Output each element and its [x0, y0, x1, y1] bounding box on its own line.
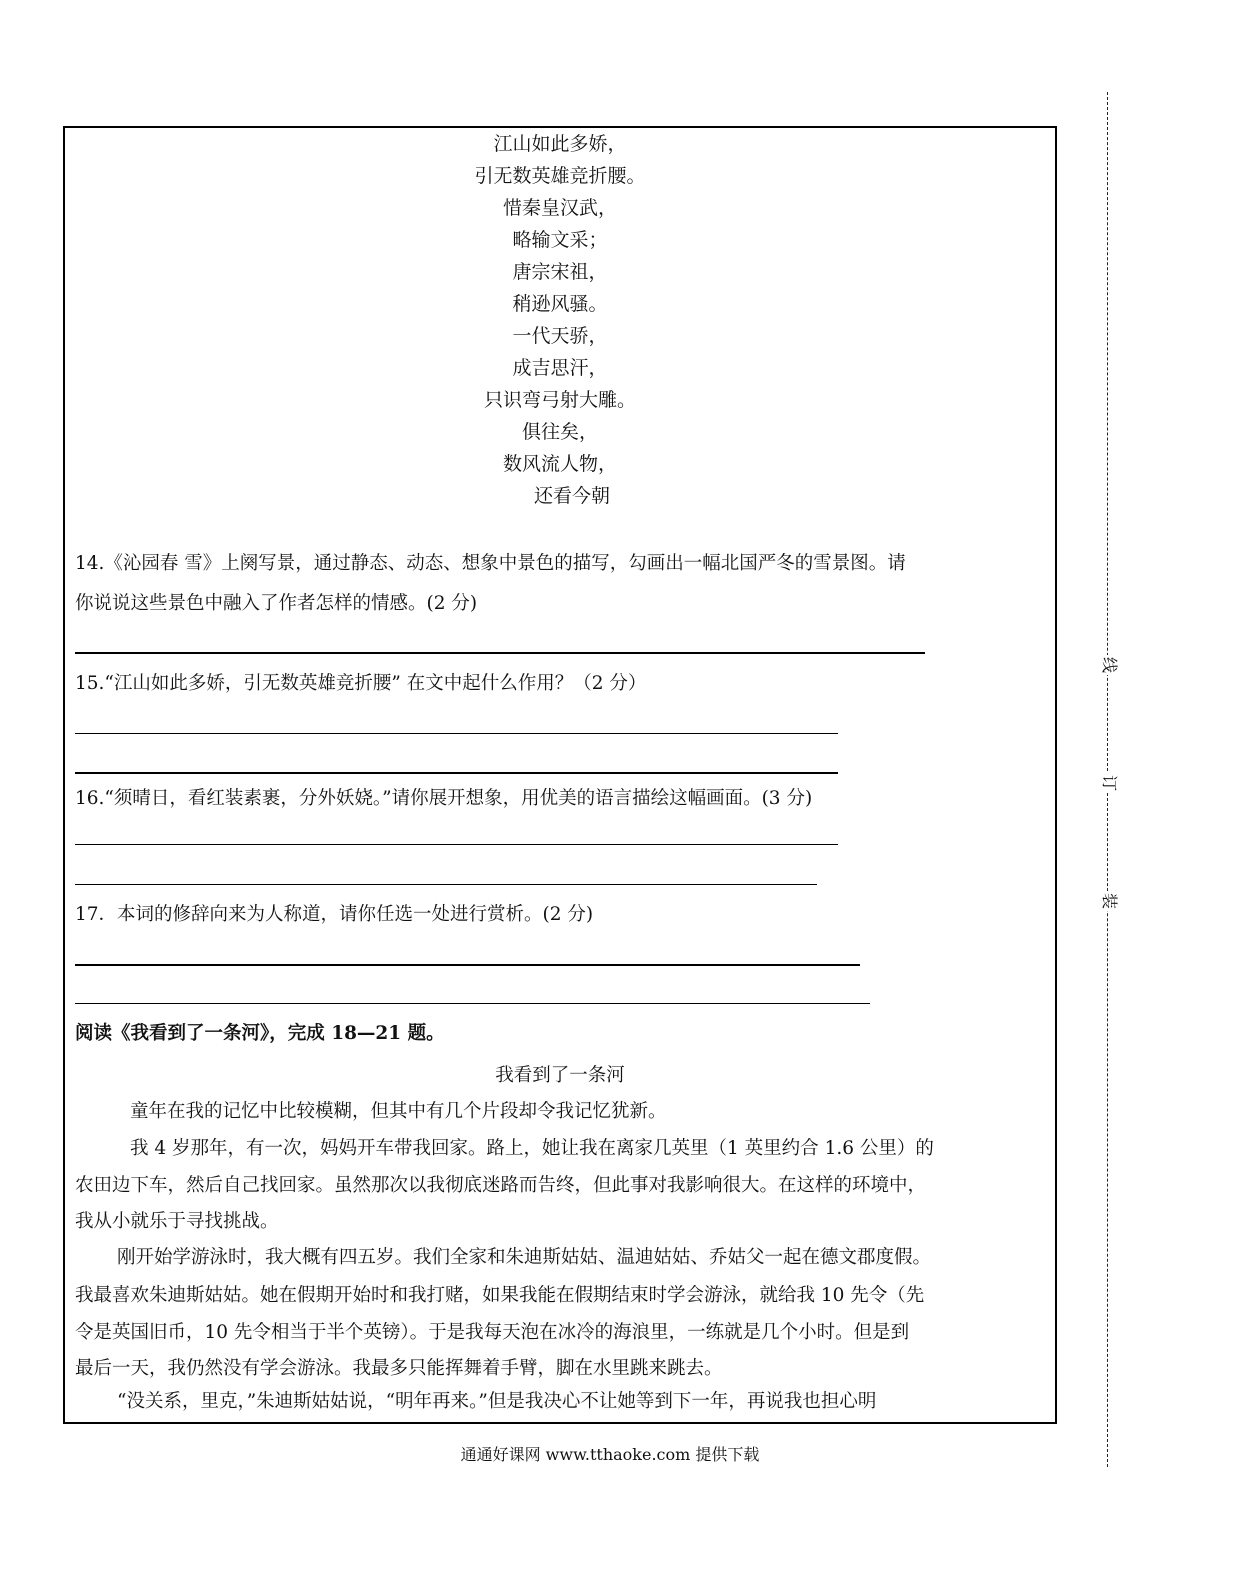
question-14-line-1: 14.《沁园春 雪》上阕写景，通过静态、动态、想象中景色的描写，勾画出一幅北国严冬的雪景图。请 — [75, 553, 906, 574]
footer-source: 通通好课网 www.tthaoke.com 提供下载 — [460, 1445, 760, 1464]
reading-heading: 阅读《我看到了一条河》，完成 18—21 题。 — [75, 1023, 445, 1044]
answer-line[interactable] — [75, 772, 838, 774]
question-14-line-2: 你说说这些景色中融入了作者怎样的情感。(2 分) — [75, 593, 478, 614]
question-17: 17．本词的修辞向来为人称道，请你任选一处进行赏析。(2 分) — [75, 904, 594, 925]
poem-line: 俱往矣， — [521, 421, 598, 443]
poem-line: 引无数英雄竞折腰。 — [474, 165, 646, 187]
passage-line: 我 4 岁那年，有一次，妈妈开车带我回家。路上，她让我在离家几英里（1 英里约合 1.6 公里）的 — [130, 1138, 934, 1159]
binding-mark-xian: 线 — [1097, 655, 1119, 675]
answer-line[interactable] — [75, 884, 817, 885]
poem-line: 惜秦皇汉武， — [502, 197, 617, 219]
poem-line: 数风流人物， — [502, 453, 617, 475]
poem-line: 略输文采； — [512, 229, 608, 251]
poem-line: 稍逊风骚。 — [512, 293, 608, 315]
answer-line[interactable] — [75, 652, 925, 654]
question-15: 15.“江山如此多娇，引无数英雄竞折腰” 在文中起什么作用？（2 分） — [75, 673, 647, 694]
answer-line[interactable] — [75, 1003, 870, 1004]
binding-mark-zhuang: 装 — [1097, 891, 1119, 911]
passage-line: 我最喜欢朱迪斯姑姑。她在假期开始时和我打赌，如果我能在假期结束时学会游泳，就给我 10 先令（先 — [75, 1285, 925, 1306]
passage-title: 我看到了一条河 — [495, 1065, 625, 1086]
poem-line: 唐宗宋祖， — [512, 261, 608, 283]
passage-line: 令是英国旧币，10 先令相当于半个英镑）。于是我每天泡在冰冷的海浪里，一练就是几个小时。但是到 — [75, 1322, 910, 1343]
passage-line: 童年在我的记忆中比较模糊，但其中有几个片段却令我记忆犹新。 — [130, 1101, 667, 1122]
question-16: 16.“须晴日，看红装素裹，分外妖娆。”请你展开想象，用优美的语言描绘这幅画面。(3 分) — [75, 788, 813, 809]
passage-line: 最后一天，我仍然没有学会游泳。我最多只能挥舞着手臂，脚在水里跳来跳去。 — [75, 1358, 723, 1379]
passage-line: 农田边下车，然后自己找回家。虽然那次以我彻底迷路而告终，但此事对我影响很大。在这样的环境中， — [75, 1175, 927, 1196]
passage-line: 刚开始学游泳时，我大概有四五岁。我们全家和朱迪斯姑姑、温迪姑姑、乔姑父一起在德文郡度假。 — [117, 1247, 932, 1268]
passage-line: 我从小就乐于寻找挑战。 — [75, 1211, 279, 1232]
answer-line[interactable] — [75, 964, 860, 966]
poem-line: 一代天骄， — [512, 325, 608, 347]
passage-line: “没关系，里克，”朱迪斯姑姑说，“明年再来。”但是我决心不让她等到下一年，再说我也担心明 — [117, 1391, 877, 1412]
answer-line[interactable] — [75, 844, 838, 845]
answer-line[interactable] — [75, 733, 838, 734]
poem-line: 成吉思汗， — [512, 357, 608, 379]
poem-line: 江山如此多娇， — [493, 133, 627, 155]
binding-mark-ding: 订 — [1097, 773, 1119, 793]
poem-line: 还看今朝 — [533, 485, 610, 507]
poem-line: 只识弯弓射大雕。 — [483, 389, 636, 411]
